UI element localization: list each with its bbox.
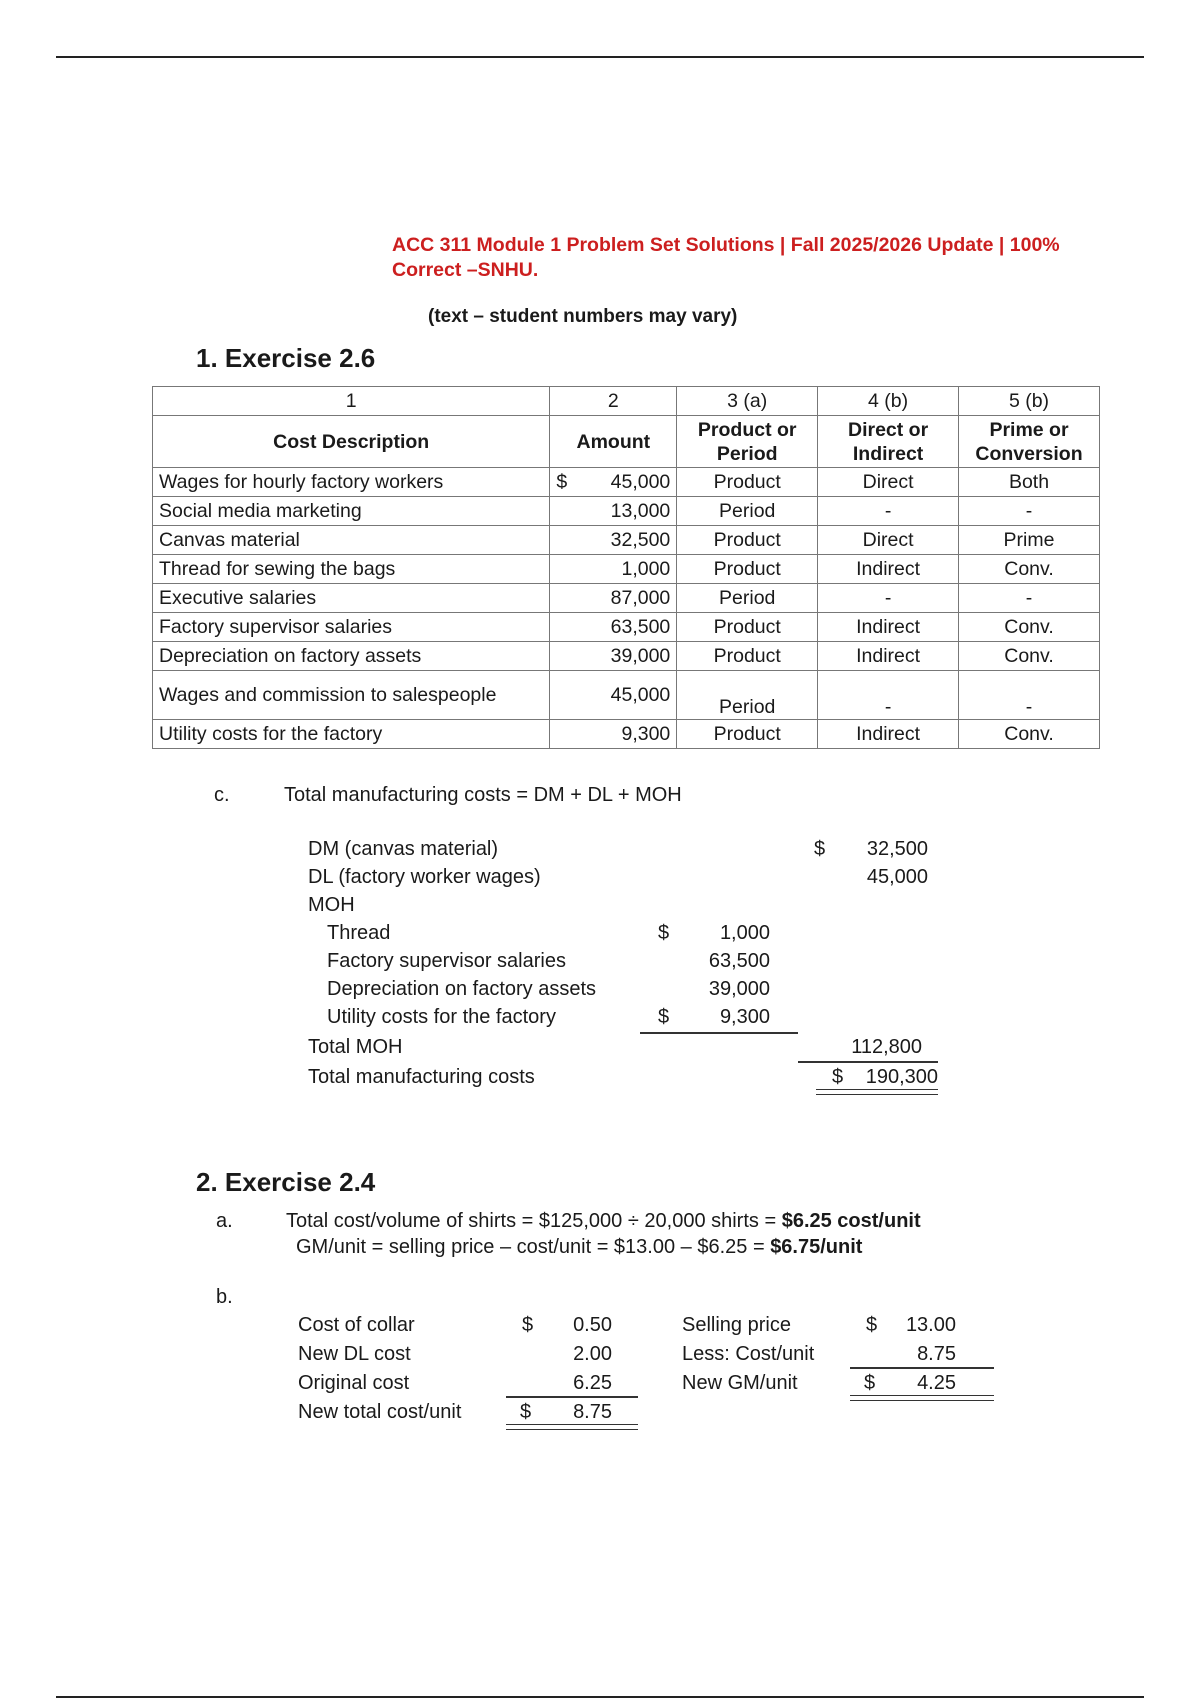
col-header: Cost Description bbox=[153, 416, 550, 468]
prime-or-conversion: Conv. bbox=[959, 720, 1100, 749]
direct-or-indirect: Indirect bbox=[818, 720, 959, 749]
exercise-1-heading: 1. Exercise 2.6 bbox=[196, 343, 376, 373]
moh-item-currency: $ bbox=[658, 922, 670, 944]
cost-line-value: 6.25 bbox=[573, 1372, 612, 1394]
column-number-row bbox=[153, 387, 1100, 416]
total-manufacturing-currency: $ bbox=[832, 1066, 844, 1088]
cost-line-label: Original cost bbox=[298, 1372, 410, 1394]
part-a-line-1 bbox=[286, 1210, 921, 1233]
cost-per-unit-result: $6.25 cost/unit bbox=[781, 1210, 921, 1232]
dm-value: 32,500 bbox=[866, 838, 928, 860]
prime-or-conversion: - bbox=[959, 671, 1100, 720]
direct-or-indirect: Indirect bbox=[818, 555, 959, 584]
table-row bbox=[153, 613, 1100, 642]
total-moh-label: Total MOH bbox=[308, 1036, 403, 1058]
amount-value: 63,500 bbox=[550, 613, 677, 642]
cost-description: Wages for hourly factory workers bbox=[153, 468, 550, 497]
part-a-label: a. bbox=[216, 1210, 233, 1232]
cost-line-currency: $ bbox=[522, 1314, 534, 1336]
bottom-rule bbox=[56, 1696, 1144, 1698]
product-or-period: Period bbox=[677, 497, 818, 526]
cost-subtotal-underline bbox=[506, 1396, 638, 1398]
dm-label: DM (canvas material) bbox=[308, 838, 499, 860]
table-row bbox=[153, 526, 1100, 555]
dl-value: 45,000 bbox=[866, 866, 928, 888]
moh-item-value: 39,000 bbox=[708, 978, 770, 1000]
gm-line-label: New GM/unit bbox=[682, 1372, 798, 1394]
cost-line-value: 2.00 bbox=[573, 1343, 612, 1365]
col-header: Direct or Indirect bbox=[818, 416, 959, 468]
cost-line-label: New DL cost bbox=[298, 1343, 411, 1365]
direct-or-indirect: Direct bbox=[818, 468, 959, 497]
dm-currency: $ bbox=[814, 838, 826, 860]
prime-or-conversion: Conv. bbox=[959, 642, 1100, 671]
amount-value: 13,000 bbox=[550, 497, 677, 526]
prime-or-conversion: Conv. bbox=[959, 555, 1100, 584]
table-row bbox=[153, 720, 1100, 749]
prime-or-conversion: - bbox=[959, 584, 1100, 613]
amount-value: 45,000 bbox=[550, 671, 677, 720]
total-moh-underline bbox=[798, 1061, 938, 1063]
moh-item-value: 9,300 bbox=[719, 1006, 770, 1028]
table-row bbox=[153, 468, 1100, 497]
cost-classification-table bbox=[152, 386, 1100, 749]
total-double-underline bbox=[816, 1089, 938, 1095]
top-rule bbox=[56, 56, 1144, 58]
moh-item-label: Thread bbox=[327, 922, 391, 944]
product-or-period: Product bbox=[677, 720, 818, 749]
gm-per-unit-result: $6.75/unit bbox=[770, 1236, 863, 1258]
moh-item-label: Factory supervisor salaries bbox=[327, 950, 566, 972]
total-manufacturing-label: Total manufacturing costs bbox=[308, 1066, 535, 1088]
cost-description: Social media marketing bbox=[153, 497, 550, 526]
cost-line-value: 0.50 bbox=[573, 1314, 612, 1336]
prime-or-conversion: Prime bbox=[959, 526, 1100, 555]
subtitle-note: (text – student numbers may vary) bbox=[428, 306, 738, 327]
amount-value: 9,300 bbox=[550, 720, 677, 749]
col-header: Product or Period bbox=[677, 416, 818, 468]
gm-line-label: Selling price bbox=[682, 1314, 791, 1336]
amount-value: 1,000 bbox=[550, 555, 677, 584]
col-number: 4 (b) bbox=[818, 387, 959, 416]
cost-description: Thread for sewing the bags bbox=[153, 555, 550, 584]
cost-description: Depreciation on factory assets bbox=[153, 642, 550, 671]
prime-or-conversion: Both bbox=[959, 468, 1100, 497]
exercise-2-heading: 2. Exercise 2.4 bbox=[196, 1167, 376, 1197]
gm-total-double-underline bbox=[850, 1395, 994, 1401]
moh-item-label: Depreciation on factory assets bbox=[327, 978, 597, 1000]
table-row bbox=[153, 671, 1100, 720]
prime-or-conversion: Conv. bbox=[959, 613, 1100, 642]
table-row bbox=[153, 497, 1100, 526]
cost-description: Canvas material bbox=[153, 526, 550, 555]
col-header: Prime or Conversion bbox=[959, 416, 1100, 468]
product-or-period: Period bbox=[677, 671, 818, 720]
moh-label: MOH bbox=[308, 894, 355, 916]
moh-item-currency: $ bbox=[658, 1006, 670, 1028]
product-or-period: Period bbox=[677, 584, 818, 613]
gm-line-value: 13.00 bbox=[905, 1314, 956, 1336]
col-header: Amount bbox=[550, 416, 677, 468]
gm-line-value: 4.25 bbox=[917, 1372, 956, 1394]
gm-line-label: Less: Cost/unit bbox=[682, 1343, 815, 1365]
table-row bbox=[153, 642, 1100, 671]
column-header-row bbox=[153, 416, 1100, 468]
part-c-label: c. bbox=[214, 784, 230, 806]
cost-line-currency: $ bbox=[520, 1401, 532, 1423]
currency-symbol: $ bbox=[556, 470, 568, 493]
moh-item-label: Utility costs for the factory bbox=[327, 1006, 556, 1028]
direct-or-indirect: - bbox=[818, 584, 959, 613]
amount-value: 87,000 bbox=[550, 584, 677, 613]
prime-or-conversion: - bbox=[959, 497, 1100, 526]
cost-description: Factory supervisor salaries bbox=[153, 613, 550, 642]
col-number: 3 (a) bbox=[677, 387, 818, 416]
table-row bbox=[153, 555, 1100, 584]
document-title: ACC 311 Module 1 Problem Set Solutions | Fall 2025/2026 Update | 100% Correct –SNHU. bbox=[392, 234, 1060, 281]
gm-subtotal-underline bbox=[850, 1367, 994, 1369]
amount-cell bbox=[550, 468, 677, 497]
cost-total-double-underline bbox=[506, 1424, 638, 1430]
direct-or-indirect: - bbox=[818, 497, 959, 526]
part-a-line-1-text: Total cost/volume of shirts = $125,000 ÷ 20,000 shirts = bbox=[286, 1210, 782, 1232]
cost-line-label: New total cost/unit bbox=[298, 1401, 462, 1423]
amount-value: 32,500 bbox=[550, 526, 677, 555]
cost-line-label: Cost of collar bbox=[298, 1314, 415, 1336]
cost-line-value: 8.75 bbox=[573, 1401, 612, 1423]
cost-description: Wages and commission to salespeople bbox=[153, 671, 550, 720]
gm-line-currency: $ bbox=[864, 1372, 876, 1394]
product-or-period: Product bbox=[677, 468, 818, 497]
part-a-line-2-text: GM/unit = selling price – cost/unit = $13.00 – $6.25 = bbox=[296, 1236, 771, 1258]
direct-or-indirect: Direct bbox=[818, 526, 959, 555]
amount-value: 39,000 bbox=[550, 642, 677, 671]
product-or-period: Product bbox=[677, 642, 818, 671]
part-a-line-2 bbox=[296, 1236, 862, 1259]
product-or-period: Product bbox=[677, 526, 818, 555]
col-number: 5 (b) bbox=[959, 387, 1100, 416]
amount-value: 45,000 bbox=[610, 470, 671, 493]
col-number: 2 bbox=[550, 387, 677, 416]
direct-or-indirect: - bbox=[818, 671, 959, 720]
col-number: 1 bbox=[153, 387, 550, 416]
product-or-period: Product bbox=[677, 613, 818, 642]
cost-description: Executive salaries bbox=[153, 584, 550, 613]
moh-subtotal-underline bbox=[640, 1032, 798, 1034]
moh-item-value: 63,500 bbox=[708, 950, 770, 972]
dl-label: DL (factory worker wages) bbox=[308, 866, 541, 888]
direct-or-indirect: Indirect bbox=[818, 642, 959, 671]
total-manufacturing-value: 190,300 bbox=[865, 1066, 938, 1088]
cost-description: Utility costs for the factory bbox=[153, 720, 550, 749]
total-moh-value: 112,800 bbox=[851, 1036, 922, 1058]
direct-or-indirect: Indirect bbox=[818, 613, 959, 642]
product-or-period: Product bbox=[677, 555, 818, 584]
moh-item-value: 1,000 bbox=[719, 922, 770, 944]
gm-line-value: 8.75 bbox=[917, 1343, 956, 1365]
part-c-formula: Total manufacturing costs = DM + DL + MOH bbox=[284, 784, 682, 806]
table-row bbox=[153, 584, 1100, 613]
gm-line-currency: $ bbox=[866, 1314, 878, 1336]
part-b-label: b. bbox=[216, 1286, 233, 1308]
